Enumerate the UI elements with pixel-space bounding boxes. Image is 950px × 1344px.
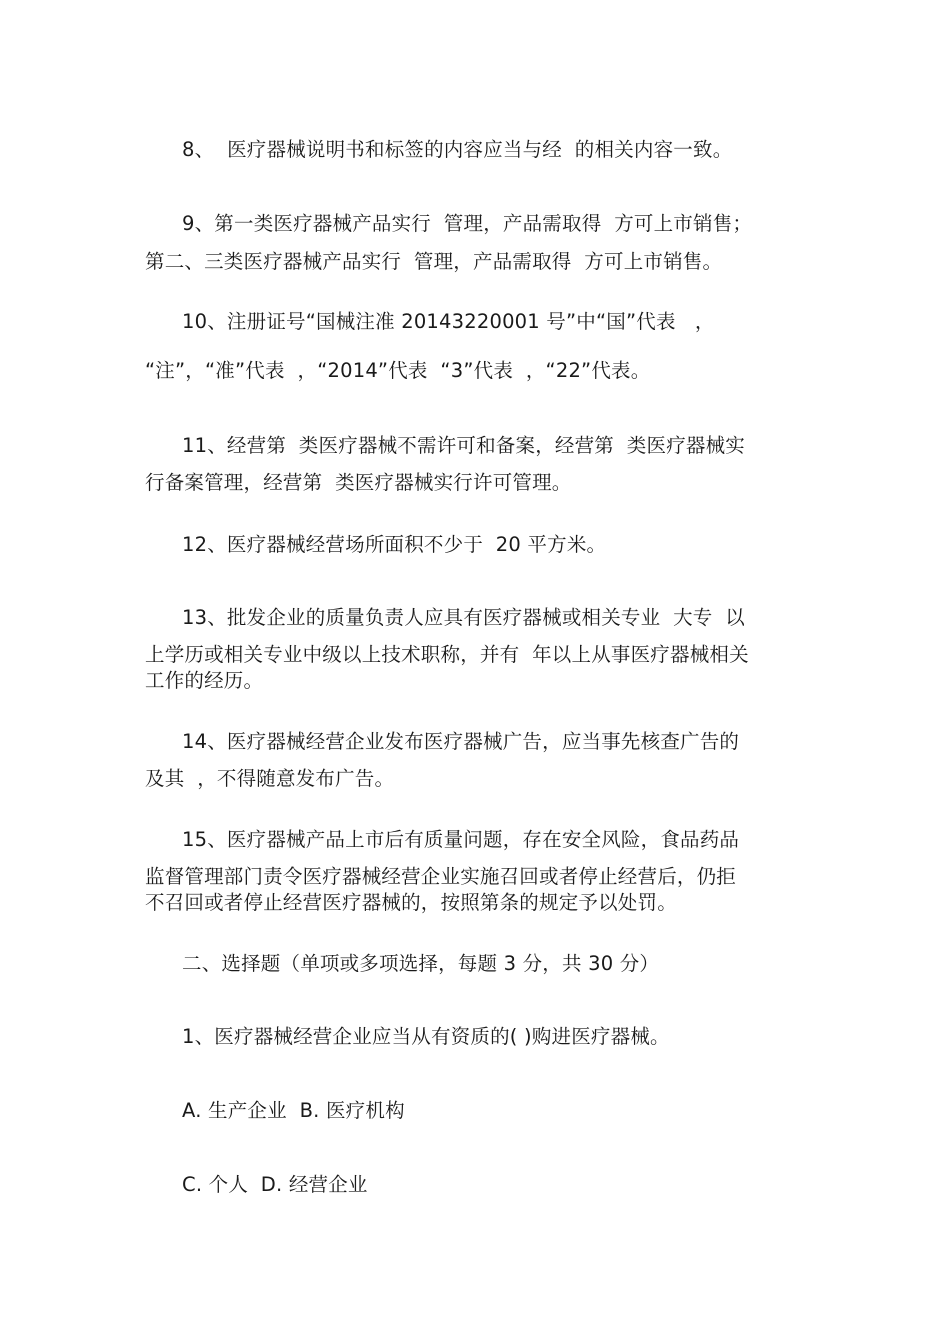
q11-line2: 行备案管理，经营第 类医疗器械实行许可管理。 — [145, 471, 572, 494]
q13-line1: 13、批发企业的质量负责人应具有医疗器械或相关专业 大专 以 — [182, 606, 746, 629]
q15-line2: 监督管理部门责令医疗器械经营企业实施召回或者停止经营后，仍拒 — [145, 865, 737, 888]
q14-line2: 及其 ，不得随意发布广告。 — [145, 767, 395, 790]
q11-line1: 11、经营第 类医疗器械不需许可和备案，经营第 类医疗器械实 — [182, 434, 746, 457]
q9-line1: 9、第一类医疗器械产品实行 管理，产品需取得 方可上市销售； — [182, 212, 753, 235]
q15-line1: 15、医疗器械产品上市后有质量问题，存在安全风险，食品药品 — [182, 828, 740, 851]
mc-q1-stem: 1、医疗器械经营企业应当从有资质的( )购进医疗器械。 — [182, 1025, 670, 1048]
q14-line1: 14、医疗器械经营企业发布医疗器械广告，应当事先核查广告的 — [182, 730, 740, 753]
q15-line3: 不召回或者停止经营医疗器械的，按照第条的规定予以处罚。 — [145, 891, 677, 914]
q12-line1: 12、医疗器械经营场所面积不少于 20 平方米。 — [182, 533, 607, 556]
q10-line2: “注”，“准”代表 ，“2014”代表 “3”代表 ，“22”代表。 — [145, 359, 651, 382]
q8-line1: 8、 医疗器械说明书和标签的内容应当与经 的相关内容一致。 — [182, 138, 733, 161]
mc-q1-options-cd: C. 个人 D. 经营企业 — [182, 1173, 368, 1196]
q13-line3: 工作的经历。 — [145, 669, 264, 692]
q9-line2: 第二、三类医疗器械产品实行 管理，产品需取得 方可上市销售。 — [145, 250, 723, 273]
mc-q1-options-ab: A. 生产企业 B. 医疗机构 — [182, 1099, 405, 1122]
section2-heading: 二、选择题（单项或多项选择，每题 3 分，共 30 分） — [182, 952, 660, 975]
q13-line2: 上学历或相关专业中级以上技术职称，并有 年以上从事医疗器械相关 — [145, 643, 749, 666]
q10-line1: 10、注册证号“国械注准 20143220001 号”中“国”代表 ， — [182, 310, 715, 333]
